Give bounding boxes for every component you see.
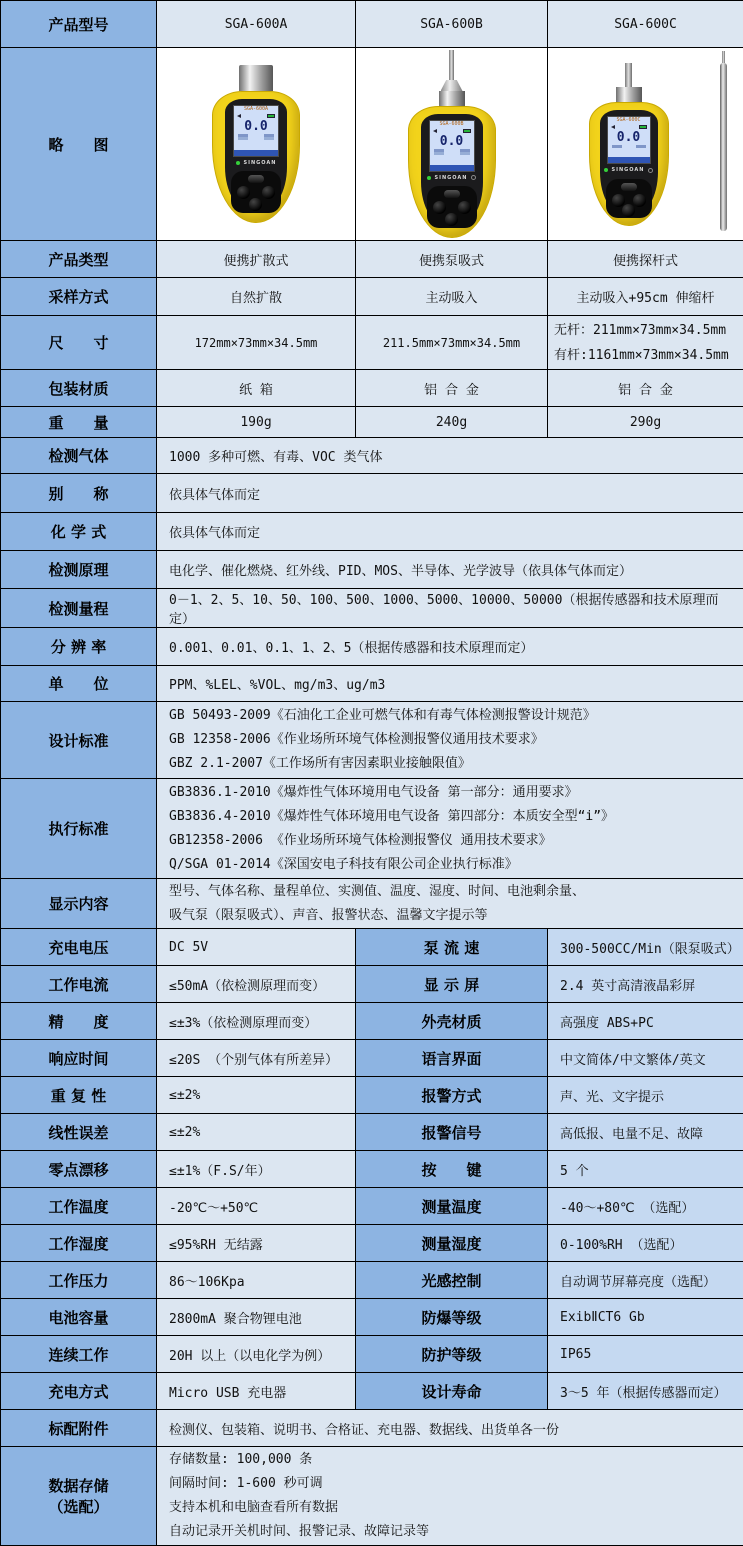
shell-material-value: 高强度 ABS+PC bbox=[548, 1003, 743, 1040]
display-screen-value: 2.4 英寸高清液晶彩屏 bbox=[548, 966, 743, 1003]
product-type-b: 便携泵吸式 bbox=[356, 241, 548, 278]
display-content-line2: 吸气泵（限泵吸式）、声音、报警状态、温馨文字提示等 bbox=[169, 904, 737, 928]
device-body bbox=[212, 91, 300, 223]
exec-std-line2: GB3836.4-2010《爆炸性气体环境用电气设备 第四部分：本质安全型“i”》 bbox=[169, 805, 737, 829]
unit-value: PPM、%LEL、%VOL、mg/m3、ug/m3 bbox=[157, 666, 743, 702]
product-type-a: 便携扩散式 bbox=[157, 241, 356, 278]
label-measure-humidity: 测量湿度 bbox=[356, 1225, 548, 1262]
row-principle bbox=[1, 551, 743, 589]
screen-title: SGA-600C bbox=[608, 117, 650, 124]
label-response-time: 响应时间 bbox=[1, 1040, 157, 1077]
row-packaging bbox=[1, 370, 743, 407]
label-alias: 别 称 bbox=[1, 474, 157, 513]
screen-reading: 0.0 bbox=[430, 134, 474, 149]
label-principle: 检测原理 bbox=[1, 551, 157, 589]
working-temp-value: -20℃～+50℃ bbox=[157, 1188, 356, 1225]
battery-icon bbox=[463, 129, 471, 133]
sketch-cell-c bbox=[548, 48, 743, 241]
exec-std-line3: GB12358-2006 《作业场所环境气体检测报警仪 通用技术要求》 bbox=[169, 829, 737, 853]
screen-statusbar bbox=[608, 157, 650, 163]
label-working-current: 工作电流 bbox=[1, 966, 157, 1003]
label-formula: 化 学 式 bbox=[1, 513, 157, 551]
label-weight: 重 量 bbox=[1, 407, 157, 438]
label-display-screen: 显 示 屏 bbox=[356, 966, 548, 1003]
label-product-model: 产品型号 bbox=[1, 1, 157, 48]
right-button bbox=[633, 194, 646, 207]
exec-std-line1: GB3836.1-2010《爆炸性气体环境用电气设备 第一部分：通用要求》 bbox=[169, 781, 737, 805]
label-charge-method: 充电方式 bbox=[1, 1373, 157, 1410]
row-accessories bbox=[1, 1410, 743, 1447]
dimensions-c-line1: 无杆：211mm×73mm×34.5mm bbox=[554, 318, 737, 343]
screen-reading: 0.0 bbox=[608, 130, 650, 145]
label-pump-flow: 泵 流 速 bbox=[356, 929, 548, 966]
storage-label-line2: （选配） bbox=[1, 1496, 156, 1517]
design-std-line3: GBZ 2.1-2007《工作场所有害因素职业接触限值》 bbox=[169, 752, 737, 776]
right-button bbox=[262, 186, 275, 199]
battery-icon bbox=[267, 114, 275, 118]
row-weight bbox=[1, 407, 743, 438]
row-pair-11 bbox=[1, 1336, 743, 1373]
protection-grade-value: IP65 bbox=[548, 1336, 743, 1373]
button-cluster bbox=[231, 171, 281, 213]
label-explosion-proof: 防爆等级 bbox=[356, 1299, 548, 1336]
brand-text: SINGOAN bbox=[244, 160, 277, 166]
range-value: 0－1、2、5、10、50、100、500、1000、5000、10000、50000（根据传感器和技术原理而定） bbox=[157, 589, 743, 628]
row-sketch bbox=[1, 48, 743, 241]
label-shell-material: 外壳材质 bbox=[356, 1003, 548, 1040]
label-charge-voltage: 充电电压 bbox=[1, 929, 157, 966]
sampling-a: 自然扩散 bbox=[157, 278, 356, 316]
row-pair-8 bbox=[1, 1225, 743, 1262]
sensor-cap bbox=[439, 91, 465, 106]
accuracy-value: ≤±3%（依检测原理而变） bbox=[157, 1003, 356, 1040]
screen-title: SGA-600B bbox=[430, 121, 474, 128]
working-pressure-value: 86～106Kpa bbox=[157, 1262, 356, 1299]
label-light-control: 光感控制 bbox=[356, 1262, 548, 1299]
device-body bbox=[589, 102, 669, 226]
label-zero-drift: 零点漂移 bbox=[1, 1151, 157, 1188]
row-pair-12 bbox=[1, 1373, 743, 1410]
packaging-c: 铝 合 金 bbox=[548, 370, 743, 407]
gas-value: 1000 多种可燃、有毒、VOC 类气体 bbox=[157, 438, 743, 474]
label-buttons: 按 键 bbox=[356, 1151, 548, 1188]
led-indicator bbox=[604, 168, 608, 172]
device-screen bbox=[607, 116, 651, 165]
telescopic-rod-image bbox=[720, 63, 727, 231]
design-std-line2: GB 12358-2006《作业场所环境气体检测报警仪通用技术要求》 bbox=[169, 728, 737, 752]
label-alarm-mode: 报警方式 bbox=[356, 1077, 548, 1114]
display-content-value bbox=[157, 879, 743, 929]
dimensions-a: 172mm×73mm×34.5mm bbox=[157, 316, 356, 370]
zero-drift-value: ≤±1%（F.S/年） bbox=[157, 1151, 356, 1188]
label-working-humidity: 工作湿度 bbox=[1, 1225, 157, 1262]
dimensions-c bbox=[548, 316, 743, 370]
label-repeatability: 重 复 性 bbox=[1, 1077, 157, 1114]
design-life-value: 3～5 年（根据传感器而定） bbox=[548, 1373, 743, 1410]
label-protection-grade: 防护等级 bbox=[356, 1336, 548, 1373]
label-exec-std: 执行标准 bbox=[1, 779, 157, 879]
pump-flow-value: 300-500CC/Min（限泵吸式） bbox=[548, 929, 743, 966]
label-measure-temp: 测量温度 bbox=[356, 1188, 548, 1225]
row-gas bbox=[1, 438, 743, 474]
packaging-b: 铝 合 金 bbox=[356, 370, 548, 407]
device-image-sga-600c bbox=[548, 49, 743, 240]
sensor-cap bbox=[239, 65, 273, 91]
formula-value: 依具体气体而定 bbox=[157, 513, 743, 551]
row-pair-0 bbox=[1, 929, 743, 966]
measure-humidity-value: 0-100%RH （选配） bbox=[548, 1225, 743, 1262]
row-unit bbox=[1, 666, 743, 702]
label-design-std: 设计标准 bbox=[1, 702, 157, 779]
screen-statusbar bbox=[430, 165, 474, 171]
storage-line3: 支持本机和电脑查看所有数据 bbox=[169, 1496, 737, 1520]
device-image-sga-600b bbox=[356, 49, 547, 240]
linearity-error-value: ≤±2% bbox=[157, 1114, 356, 1151]
label-gas: 检测气体 bbox=[1, 438, 157, 474]
left-button bbox=[612, 194, 625, 207]
model-b: SGA-600B bbox=[356, 1, 548, 48]
row-pair-1 bbox=[1, 966, 743, 1003]
packaging-a: 纸 箱 bbox=[157, 370, 356, 407]
row-pair-3 bbox=[1, 1040, 743, 1077]
speaker-icon bbox=[237, 114, 241, 118]
pump-probe bbox=[449, 50, 454, 80]
storage-label-line1: 数据存储 bbox=[1, 1475, 156, 1496]
weight-b: 240g bbox=[356, 407, 548, 438]
screen-title: SGA-600A bbox=[234, 106, 278, 113]
row-pair-6 bbox=[1, 1151, 743, 1188]
label-linearity-error: 线性误差 bbox=[1, 1114, 157, 1151]
model-c: SGA-600C bbox=[548, 1, 743, 48]
label-working-pressure: 工作压力 bbox=[1, 1262, 157, 1299]
product-type-c: 便携探杆式 bbox=[548, 241, 743, 278]
screen-reading: 0.0 bbox=[234, 119, 278, 134]
button-cluster bbox=[606, 179, 652, 218]
design-std-value bbox=[157, 702, 743, 779]
measure-temp-value: -40～+80℃ （选配） bbox=[548, 1188, 743, 1225]
power-icon bbox=[648, 168, 653, 173]
label-range: 检测量程 bbox=[1, 589, 157, 628]
sampling-b: 主动吸入 bbox=[356, 278, 548, 316]
alarm-mode-value: 声、光、文字提示 bbox=[548, 1077, 743, 1114]
device-body bbox=[408, 106, 496, 238]
left-button bbox=[433, 201, 446, 214]
language-ui-value: 中文简体/中文繁体/英文 bbox=[548, 1040, 743, 1077]
charge-method-value: Micro USB 充电器 bbox=[157, 1373, 356, 1410]
label-accuracy: 精 度 bbox=[1, 1003, 157, 1040]
battery-icon bbox=[639, 125, 647, 129]
label-dimensions: 尺 寸 bbox=[1, 316, 157, 370]
row-design-std bbox=[1, 702, 743, 779]
label-battery-capacity: 电池容量 bbox=[1, 1299, 157, 1336]
response-time-value: ≤20S （个别气体有所差异） bbox=[157, 1040, 356, 1077]
storage-value bbox=[157, 1447, 743, 1546]
brand-text: SINGOAN bbox=[612, 167, 645, 173]
explosion-proof-value: ExibⅡCT6 Gb bbox=[548, 1299, 743, 1336]
weight-a: 190g bbox=[157, 407, 356, 438]
label-display-content: 显示内容 bbox=[1, 879, 157, 929]
brand-text: SINGOAN bbox=[435, 175, 468, 181]
storage-line1: 存储数量: 100,000 条 bbox=[169, 1448, 737, 1472]
label-storage bbox=[1, 1447, 157, 1546]
exec-std-value bbox=[157, 779, 743, 879]
model-a: SGA-600A bbox=[157, 1, 356, 48]
display-content-line1: 型号、气体名称、量程单位、实测值、温度、湿度、时间、电池剩余量、 bbox=[169, 880, 737, 904]
menu-button bbox=[444, 190, 460, 198]
row-formula bbox=[1, 513, 743, 551]
buttons-value: 5 个 bbox=[548, 1151, 743, 1188]
menu-button bbox=[621, 183, 637, 191]
enter-button bbox=[445, 213, 458, 226]
continuous-work-value: 20H 以上（以电化学为例） bbox=[157, 1336, 356, 1373]
light-control-value: 自动调节屏幕亮度（选配） bbox=[548, 1262, 743, 1299]
row-storage bbox=[1, 1447, 743, 1546]
working-current-value: ≤50mA（依检测原理而变） bbox=[157, 966, 356, 1003]
enter-button bbox=[622, 204, 635, 217]
speaker-icon bbox=[433, 129, 437, 133]
speaker-icon bbox=[611, 125, 615, 129]
row-exec-std bbox=[1, 779, 743, 879]
row-pair-10 bbox=[1, 1299, 743, 1336]
device-screen bbox=[233, 105, 279, 157]
row-alias bbox=[1, 474, 743, 513]
label-unit: 单 位 bbox=[1, 666, 157, 702]
label-product-type: 产品类型 bbox=[1, 241, 157, 278]
probe-cone bbox=[441, 80, 463, 91]
menu-button bbox=[248, 175, 264, 183]
label-accessories: 标配附件 bbox=[1, 1410, 157, 1447]
device-image-sga-600a bbox=[157, 49, 355, 240]
sampling-c: 主动吸入+95cm 伸缩杆 bbox=[548, 278, 743, 316]
storage-line4: 自动记录开关机时间、报警记录、故障记录等 bbox=[169, 1520, 737, 1544]
row-pair-9 bbox=[1, 1262, 743, 1299]
label-sketch: 略 图 bbox=[1, 48, 157, 241]
alarm-signal-value: 高低报、电量不足、故障 bbox=[548, 1114, 743, 1151]
repeatability-value: ≤±2% bbox=[157, 1077, 356, 1114]
probe-tube bbox=[625, 63, 632, 87]
screen-statusbar bbox=[234, 150, 278, 156]
sketch-cell-b bbox=[356, 48, 548, 241]
design-std-line1: GB 50493-2009《石油化工企业可燃气体和有毒气体检测报警设计规范》 bbox=[169, 704, 737, 728]
dimensions-c-line2: 有杆:1161mm×73mm×34.5mm bbox=[554, 343, 737, 368]
dimensions-b: 211.5mm×73mm×34.5mm bbox=[356, 316, 548, 370]
label-sampling: 采样方式 bbox=[1, 278, 157, 316]
power-icon bbox=[471, 175, 476, 180]
label-alarm-signal: 报警信号 bbox=[356, 1114, 548, 1151]
row-pair-2 bbox=[1, 1003, 743, 1040]
working-humidity-value: ≤95%RH 无结露 bbox=[157, 1225, 356, 1262]
principle-value: 电化学、催化燃烧、红外线、PID、MOS、半导体、光学波导（依具体气体而定） bbox=[157, 551, 743, 589]
storage-line2: 间隔时间: 1-600 秒可调 bbox=[169, 1472, 737, 1496]
enter-button bbox=[249, 198, 262, 211]
row-product-type bbox=[1, 241, 743, 278]
sensor-cap bbox=[616, 87, 642, 102]
charge-voltage-value: DC 5V bbox=[157, 929, 356, 966]
row-pair-7 bbox=[1, 1188, 743, 1225]
led-indicator bbox=[236, 161, 240, 165]
right-button bbox=[458, 201, 471, 214]
left-button bbox=[237, 186, 250, 199]
exec-std-line4: Q/SGA 01-2014《深国安电子科技有限公司企业执行标准》 bbox=[169, 853, 737, 877]
label-design-life: 设计寿命 bbox=[356, 1373, 548, 1410]
row-model bbox=[1, 1, 743, 48]
label-packaging: 包装材质 bbox=[1, 370, 157, 407]
led-indicator bbox=[427, 176, 431, 180]
row-range bbox=[1, 589, 743, 628]
row-pair-5 bbox=[1, 1114, 743, 1151]
resolution-value: 0.001、0.01、0.1、1、2、5（根据传感器和技术原理而定） bbox=[157, 628, 743, 666]
button-cluster bbox=[427, 186, 477, 228]
battery-capacity-value: 2800mA 聚合物锂电池 bbox=[157, 1299, 356, 1336]
label-language-ui: 语言界面 bbox=[356, 1040, 548, 1077]
sketch-cell-a bbox=[157, 48, 356, 241]
weight-c: 290g bbox=[548, 407, 743, 438]
accessories-value: 检测仪、包装箱、说明书、合格证、充电器、数据线、出货单各一份 bbox=[157, 1410, 743, 1447]
row-sampling bbox=[1, 278, 743, 316]
row-dimensions bbox=[1, 316, 743, 370]
alias-value: 依具体气体而定 bbox=[157, 474, 743, 513]
row-resolution bbox=[1, 628, 743, 666]
label-continuous-work: 连续工作 bbox=[1, 1336, 157, 1373]
label-resolution: 分 辨 率 bbox=[1, 628, 157, 666]
row-display-content bbox=[1, 879, 743, 929]
row-pair-4 bbox=[1, 1077, 743, 1114]
device-screen bbox=[429, 120, 475, 172]
label-working-temp: 工作温度 bbox=[1, 1188, 157, 1225]
